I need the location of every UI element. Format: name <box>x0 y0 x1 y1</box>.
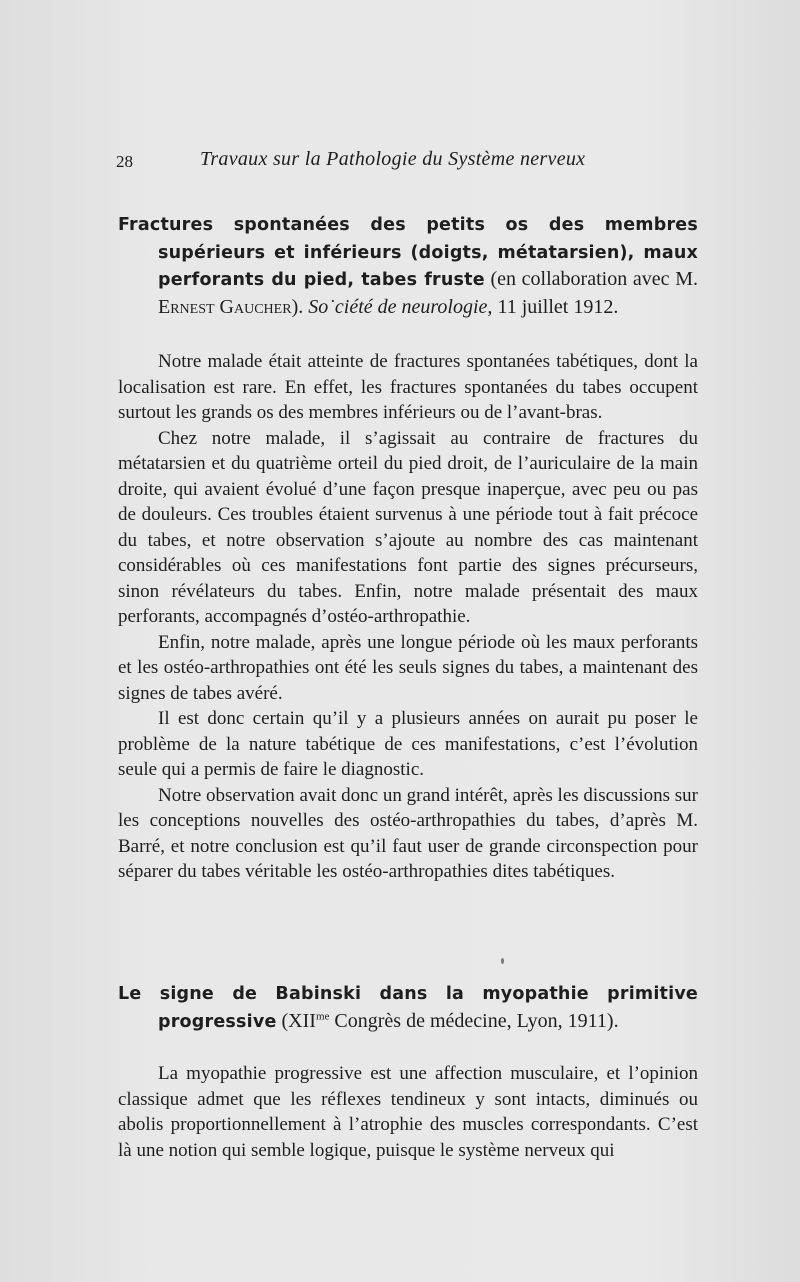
heading-note: (XII <box>276 1009 316 1032</box>
heading-note: Congrès de médecine, Lyon, 1911). <box>329 1009 619 1032</box>
section-body <box>118 349 698 885</box>
paragraph: Notre observation avait donc un grand intérêt, après les discussions sur les conceptions nouvelles des ostéo-arthropathies du tabes, d’après M. Barré, et notre conclusion est qu’il faut user de grande circonspection pour séparer du tabes véritable les ostéo-arthropathies dites tabétiques. <box>118 784 698 882</box>
heading-note: (en collaboration avec M. <box>484 268 698 290</box>
section-heading <box>118 211 698 320</box>
running-title: Travaux sur la Pathologie du Système nerveux <box>200 148 586 170</box>
heading-title: Le signe de Babinski dans la myopathie primitive progressive <box>118 984 698 1032</box>
section-heading <box>118 980 698 1035</box>
page-number: 28 <box>116 152 133 171</box>
paragraph: La myopathie progressive est une affection musculaire, et l’opinion classique admet que les réflexes tendineux y sont intacts, diminués ou abolis proportionnellement à l’atrophie des muscles correspondants. C’est là une notion qui semble logique, puisque le système nerveux qui <box>118 1063 698 1161</box>
running-head <box>116 148 696 178</box>
section-body <box>118 1061 698 1163</box>
print-speck <box>501 958 504 964</box>
paragraph: Chez notre malade, il s’agissait au contraire de fractures du métatarsien et du quatrième orteil du pied droit, de l’auriculaire de la main droite, qui avaient évolué d’une façon presque inaperçue, avec peu ou pas de douleurs. Ces troubles étaient survenus à une période tout à fait précoce du tabes, et notre observation s’ajoute au nombre des cas maintenant considérables où ces manifestations font partie des signes précurseurs, sinon révélateurs du tabes. Enfin, notre malade présentait des maux perforants, accompagnés d’ostéo-arthropathie. <box>118 427 698 627</box>
heading-collaborator: Ernest Gaucher <box>158 295 292 318</box>
paragraph: Enfin, notre malade, après une longue période où les maux perforants et les ostéo-arthropathies ont été les seuls signes du tabes, a maintenant des signes de tabes avéré. <box>118 631 698 704</box>
paragraph: Il est donc certain qu’il y a plusieurs années on aurait pu poser le problème de la nature tabétique de ces manifestations, c’est l’évolution seule qui a permis de faire le diagnostic. <box>118 708 698 780</box>
section-fractures <box>118 211 698 885</box>
heading-venue: So˙ciété de neurologie, <box>308 295 493 318</box>
heading-superscript: me <box>315 1009 330 1022</box>
heading-date: 11 juillet 1912. <box>492 295 619 318</box>
heading-title: Fractures spontanées des petits os des membres supérieurs et inférieurs (doigts, métatarsien), maux perforants du pied, tabes fruste <box>118 215 698 290</box>
section-babinski <box>118 980 698 1163</box>
heading-note: ). <box>291 295 309 318</box>
paragraph: Notre malade était atteinte de fractures spontanées tabétiques, dont la localisation est rare. En effet, les fractures spontanées du tabes occupent surtout les grands os des membres inférieurs ou de l’avant-bras. <box>118 351 698 423</box>
